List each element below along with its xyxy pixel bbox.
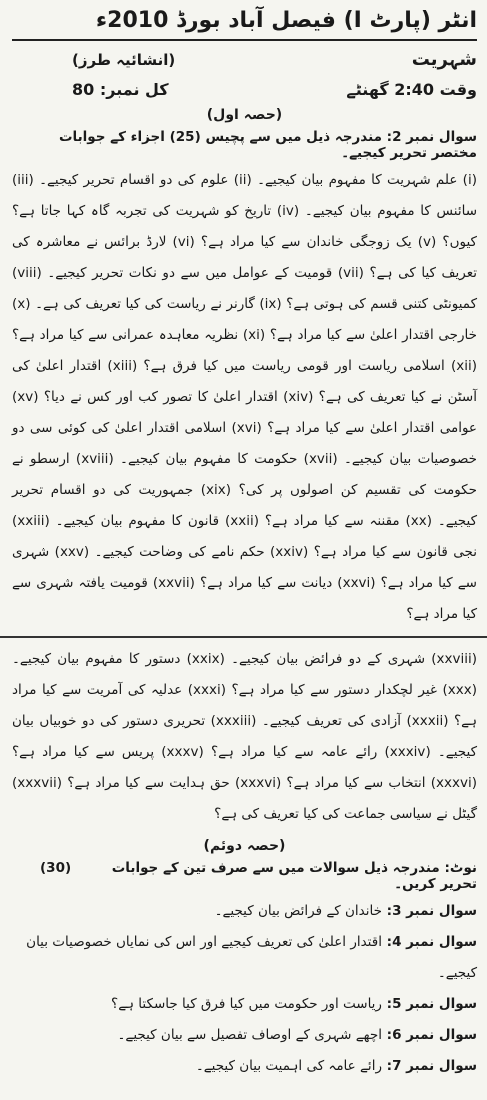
short-question-item: (xxix) دستور کا مفہوم بیان کیجیے۔ [12, 651, 225, 667]
question-text: اقتدار اعلیٰ کی تعریف کیجیے اور اس کی نمایاں خصوصیات بیان کیجیے۔ [26, 934, 477, 981]
long-question-item [12, 1051, 477, 1082]
short-question-item: (xiv) اقتدار اعلیٰ کا تصور کب اور کس نے دیا؟ [38, 389, 314, 405]
question-2-heading: سوال نمبر 2: مندرجہ ذیل میں سے پچیس (25) اجزاء کے جوابات مختصر تحریر کیجیے۔ [58, 129, 477, 161]
short-question-item: (xvii) حکومت کا مفہوم بیان کیجیے۔ [113, 451, 338, 467]
subject-name: شہریت [411, 49, 477, 70]
section-2-marks: (30) [40, 860, 72, 876]
section-divider [0, 636, 487, 638]
question-number: سوال نمبر 5: [381, 996, 477, 1012]
short-question-item: (xxxvi) حق ہدایت سے کیا مراد ہے؟ [62, 775, 282, 791]
short-question-item: (xviii) ارسطو نے حکومت کی تقسیم کن اصولوں پر کی؟ [12, 451, 477, 498]
paper-title: انٹر (پارٹ I) فیصل آباد بورڈ 2010ء [12, 0, 477, 41]
note-row [12, 860, 477, 892]
long-questions-list [12, 896, 477, 1082]
question-text: اچھے شہری کے اوصاف تفصیل سے بیان کیجیے۔ [117, 1027, 382, 1043]
short-question-item: (v) یک زوجگی خاندان سے کیا مراد ہے؟ [194, 234, 437, 250]
short-question-item: (x) خارجی اقتدار اعلیٰ سے کیا مراد ہے؟ [12, 296, 477, 343]
short-question-item: (vii) قومیت کے عوامل میں سے دو نکات تحریر کیجیے۔ [41, 265, 364, 281]
question-number: سوال نمبر 7: [381, 1058, 477, 1074]
short-question-item: (xxxv) پریس سے کیا مراد ہے؟ [12, 744, 204, 760]
long-question-item [12, 1020, 477, 1051]
question-text: رائے عامہ کی اہمیت بیان کیجیے۔ [195, 1058, 382, 1074]
short-question-item: (iii) سائنس کا مفہوم بیان کیجیے۔ [12, 172, 477, 219]
short-question-item: (xvi) اسلامی اقتدار اعلیٰ کی کوئی سی دو خصوصیات بیان کیجیے۔ [12, 420, 477, 467]
long-question-item [12, 927, 477, 989]
question-text: خاندان کے فرائض بیان کیجیے۔ [214, 903, 382, 919]
short-question-item: (xxvi) دیانت سے کیا مراد ہے؟ [194, 575, 376, 591]
question-number: سوال نمبر 4: [381, 934, 477, 950]
short-question-item: (xxv) شہری سے کیا مراد ہے؟ [12, 544, 477, 591]
short-question-item: (iv) تاریخ کو شہریت کی تجربہ گاہ کہا جاتا ہے؟ کیوں؟ [12, 203, 477, 250]
short-question-item: (xxviii) شہری کے دو فرائض بیان کیجیے۔ [224, 651, 477, 667]
short-question-item: (xii) اسلامی ریاست اور قومی ریاست میں کیا فرق ہے؟ [137, 358, 478, 374]
short-question-item: (xix) جمہوریت کی دو اقسام تحریر کیجیے۔ [12, 482, 477, 529]
section-2-heading: (حصہ دوئم) [203, 838, 286, 854]
short-question-item: (xxxiv) رائے عامہ سے کیا مراد ہے؟ [203, 744, 431, 760]
time-marks-row [12, 70, 477, 99]
short-question-item: (xiii) اقتدار اعلیٰ کی آسٹن نے کیا تعریف کی ہے؟ [12, 358, 477, 405]
short-question-item: (i) علم شہریت کا مفہوم بیان کیجیے۔ [251, 172, 477, 188]
short-questions-block-2 [12, 644, 477, 830]
short-question-item: (xxxi) عدلیہ کی آمریت سے کیا مراد ہے؟ [12, 682, 477, 729]
paper-style: (انشائیہ طرز) [72, 50, 176, 69]
short-questions-block-1 [12, 165, 477, 630]
time-allowed: وقت 2:40 گھنٹے [346, 80, 477, 99]
short-question-item: (xx) مقننہ سے کیا مراد ہے؟ [258, 513, 433, 529]
long-question-item [12, 896, 477, 927]
short-question-item: (xi) نظریہ معاہدہ عمرانی سے کیا مراد ہے؟ [12, 327, 266, 343]
short-question-item: (xxxvi) انتخاب سے کیا مراد ہے؟ [281, 775, 477, 791]
short-question-item: (xxx) غیر لچکدار دستور سے کیا مراد ہے؟ [226, 682, 477, 698]
short-question-item: (xxiii) نجی قانون سے کیا مراد ہے؟ [12, 513, 478, 560]
question-number: سوال نمبر 3: [381, 903, 477, 919]
total-marks: کل نمبر: 80 [72, 80, 169, 99]
note-text: نوٹ: مندرجہ ذیل سوالات میں سے صرف تین کے جوابات تحریر کریں۔ [111, 860, 477, 892]
short-question-item: (xv) عوامی اقتدار اعلیٰ سے کیا مراد ہے؟ [12, 389, 477, 436]
short-question-item: (xxii) قانون کا مفہوم بیان کیجیے۔ [49, 513, 259, 529]
short-question-item: (xxiv) حکم نامے کی وضاحت کیجیے۔ [89, 544, 309, 560]
short-question-item: (xxxii) آزادی کی تعریف کیجیے۔ [256, 713, 449, 729]
long-question-item [12, 989, 477, 1020]
short-question-item: (xxxiii) تحریری دستور کی دو خوبیاں بیان کیجیے۔ [12, 713, 477, 760]
question-text: ریاست اور حکومت میں کیا فرق کیا جاسکتا ہے؟ [111, 996, 382, 1012]
short-question-item: (viii) کمیونٹی کتنی قسم کی ہوتی ہے؟ [12, 265, 477, 312]
subject-row [12, 49, 477, 70]
question-number: سوال نمبر 6: [381, 1027, 477, 1043]
short-question-item: (ii) علوم کی دو اقسام تحریر کیجیے۔ [33, 172, 252, 188]
short-question-item: (xxxvii) گیٹل نے سیاسی جماعت کی کیا تعریف کی ہے؟ [12, 775, 477, 822]
short-question-item: (vi) لارڈ برائس نے معاشرہ کی تعریف کیا کی ہے؟ [12, 234, 477, 281]
section-1-heading: (حصہ اول) [206, 107, 283, 123]
short-question-item: (ix) گارنر نے ریاست کی کیا تعریف کی ہے۔ [30, 296, 282, 312]
short-question-item: (xxvii) قومیت یافتہ شہری سے کیا مراد ہے؟ [12, 575, 477, 622]
